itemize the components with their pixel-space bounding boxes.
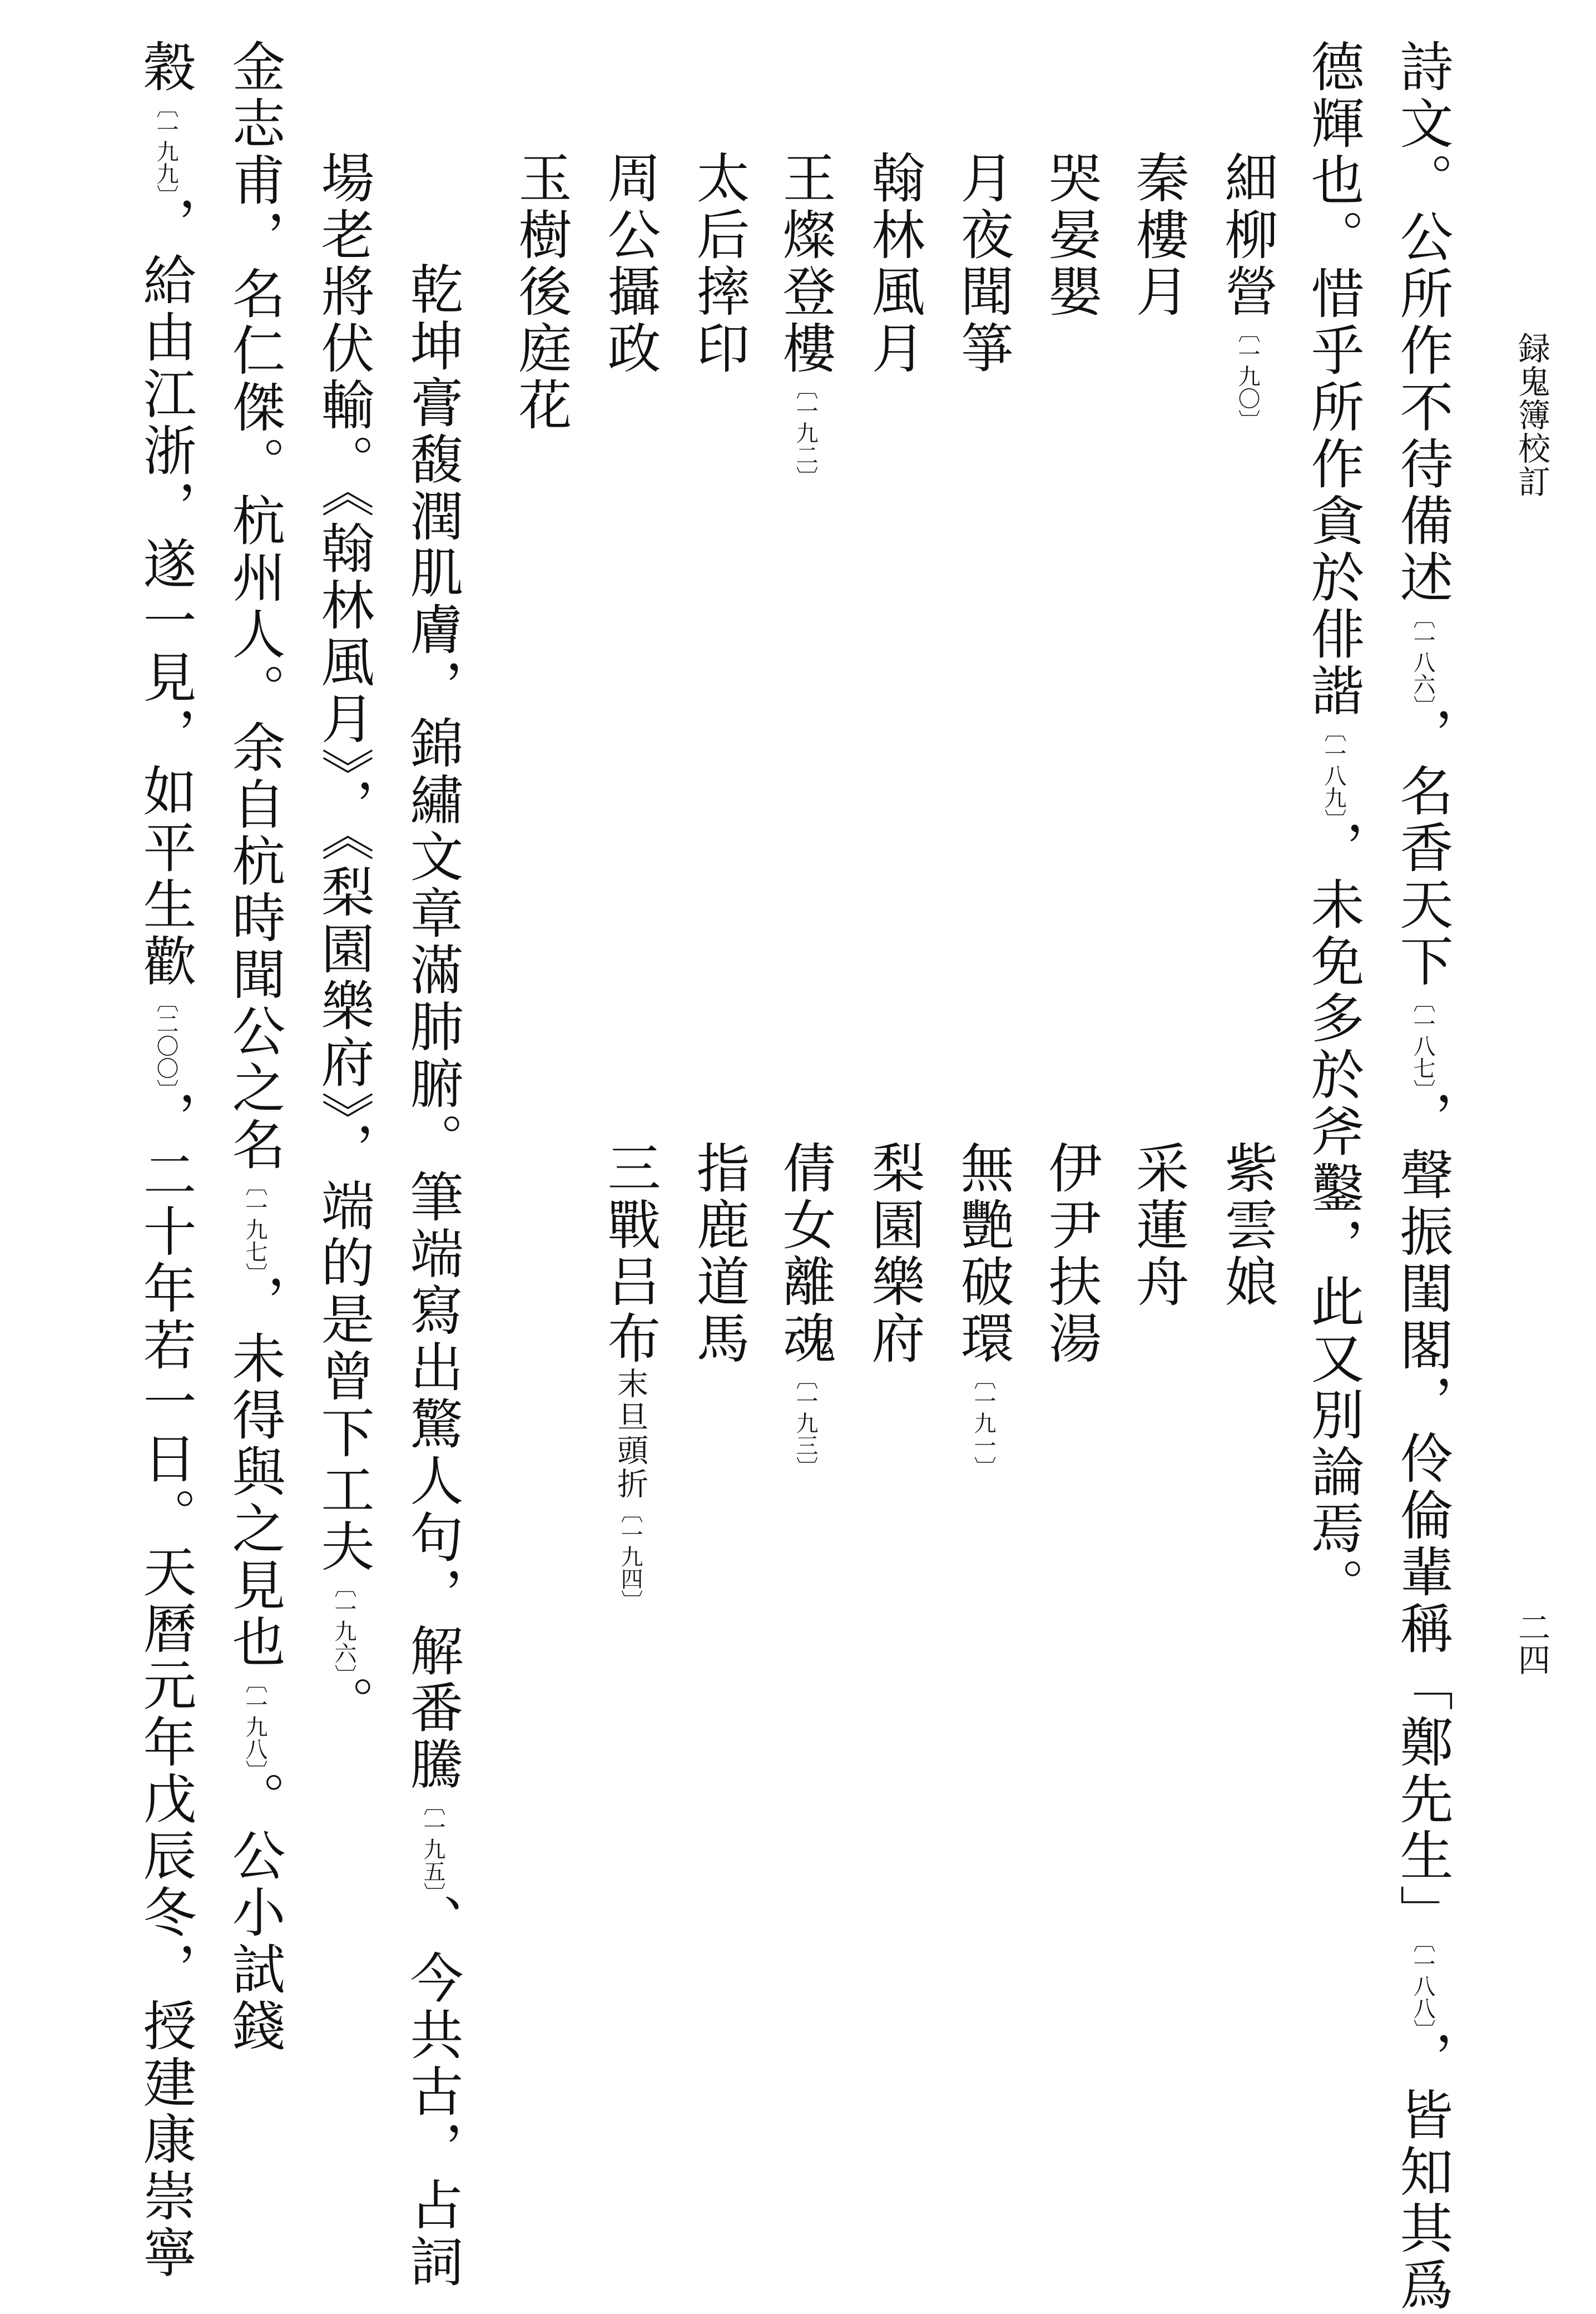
work-title: 哭晏嬰 xyxy=(1040,150,1102,320)
work-title: 采蓮舟 xyxy=(1127,1140,1189,1311)
work-title: 梨園樂府 xyxy=(863,1140,925,1367)
footnote-marker: 〔一九四〕 xyxy=(617,1501,643,1612)
work-title: 月夜聞箏 xyxy=(952,150,1014,377)
work-title: 翰林風月 xyxy=(863,150,925,377)
work-title: 秦樓月 xyxy=(1127,150,1189,320)
work-title xyxy=(599,1140,661,1612)
footnote-marker: 〔一八六〕 xyxy=(1410,606,1435,706)
footnote-marker: 〔一九九〕 xyxy=(153,96,179,196)
text: 場老將伏輸。《翰林風月》，《梨園樂府》，端的是曾下工夫 xyxy=(313,150,375,1575)
footnote-marker: 〔二〇〇〕 xyxy=(153,990,179,1090)
text: 詩文。公所作不待備述 xyxy=(1391,39,1454,606)
text: 德輝也。惜乎所作貪於俳諧 xyxy=(1302,39,1365,720)
work-title-text: 無艷破環 xyxy=(952,1140,1014,1367)
work-title: 指鹿道馬 xyxy=(688,1140,750,1367)
footnote-marker: 〔一九〇〕 xyxy=(1235,320,1260,432)
elegy-line-1 xyxy=(402,261,464,2291)
footnote-marker: 〔一八七〕 xyxy=(1410,990,1435,1090)
work-title-text: 王燦登樓 xyxy=(774,150,836,377)
footnote-marker: 〔一八八〕 xyxy=(1410,1941,1435,2030)
footnote-marker: 〔一九二〕 xyxy=(792,377,818,488)
work-title: 玉樹後庭花 xyxy=(510,150,572,434)
text: 。 xyxy=(313,1675,375,1732)
text-column-last xyxy=(135,39,197,2282)
text: 穀 xyxy=(135,39,197,96)
text: ，未得與之見也 xyxy=(224,1274,286,1671)
text: 乾坤膏馥潤肌膚，錦繡文章滿肺腑。筆端寫出驚人句，解番騰 xyxy=(402,261,464,1793)
footnote-marker: 〔一九七〕 xyxy=(242,1174,267,1274)
elegy-line-2 xyxy=(313,150,375,1732)
text-column-2 xyxy=(1302,39,1365,1614)
work-title xyxy=(774,1140,836,1479)
work-title: 紫雲娘 xyxy=(1216,1140,1278,1311)
page-number: 二四 xyxy=(1513,1611,1550,1675)
text: 、今共古，占詞 xyxy=(402,1893,464,2291)
text-column-jin xyxy=(224,39,286,2055)
work-title xyxy=(952,1140,1014,1479)
footnote-marker: 〔一九八〕 xyxy=(242,1671,267,1771)
work-title: 周公攝政 xyxy=(599,150,661,377)
text: ，未免多於斧鑿，此又別論焉。 xyxy=(1302,820,1365,1614)
work-title: 伊尹扶湯 xyxy=(1040,1140,1102,1367)
text: ，皆知其爲 xyxy=(1391,2030,1454,2314)
text: 。公小試錢 xyxy=(224,1771,286,2055)
work-title-text: 三戰吕布 xyxy=(599,1140,661,1367)
text: ，給由江浙，遂一見，如平生歡 xyxy=(135,196,197,990)
footnote-marker: 〔一九三〕 xyxy=(792,1367,818,1479)
small-annotation: 末旦頭折 xyxy=(612,1367,648,1501)
footnote-marker: 〔一九一〕 xyxy=(970,1367,996,1479)
work-title xyxy=(1216,150,1278,432)
text: ，二十年若一日。天曆元年戊辰冬，授建康崇寧 xyxy=(135,1090,197,2282)
text: 金志甫，名仁傑。杭州人。余自杭時聞公之名 xyxy=(224,39,286,1174)
text: ，聲振閨閣，伶倫輩稱「鄭先生」 xyxy=(1391,1090,1454,1941)
book-title: 録鬼簿校訂 xyxy=(1513,332,1550,498)
text-column-1 xyxy=(1391,39,1454,2314)
footnote-marker: 〔一八九〕 xyxy=(1321,720,1346,820)
footnote-marker: 〔一九五〕 xyxy=(420,1793,445,1893)
work-title-text: 倩女離魂 xyxy=(774,1140,836,1367)
text: ，名香天下 xyxy=(1391,706,1454,990)
work-title: 太后摔印 xyxy=(688,150,750,377)
work-title-text: 細柳營 xyxy=(1216,150,1278,320)
footnote-marker: 〔一九六〕 xyxy=(331,1575,356,1675)
work-title xyxy=(774,150,836,488)
